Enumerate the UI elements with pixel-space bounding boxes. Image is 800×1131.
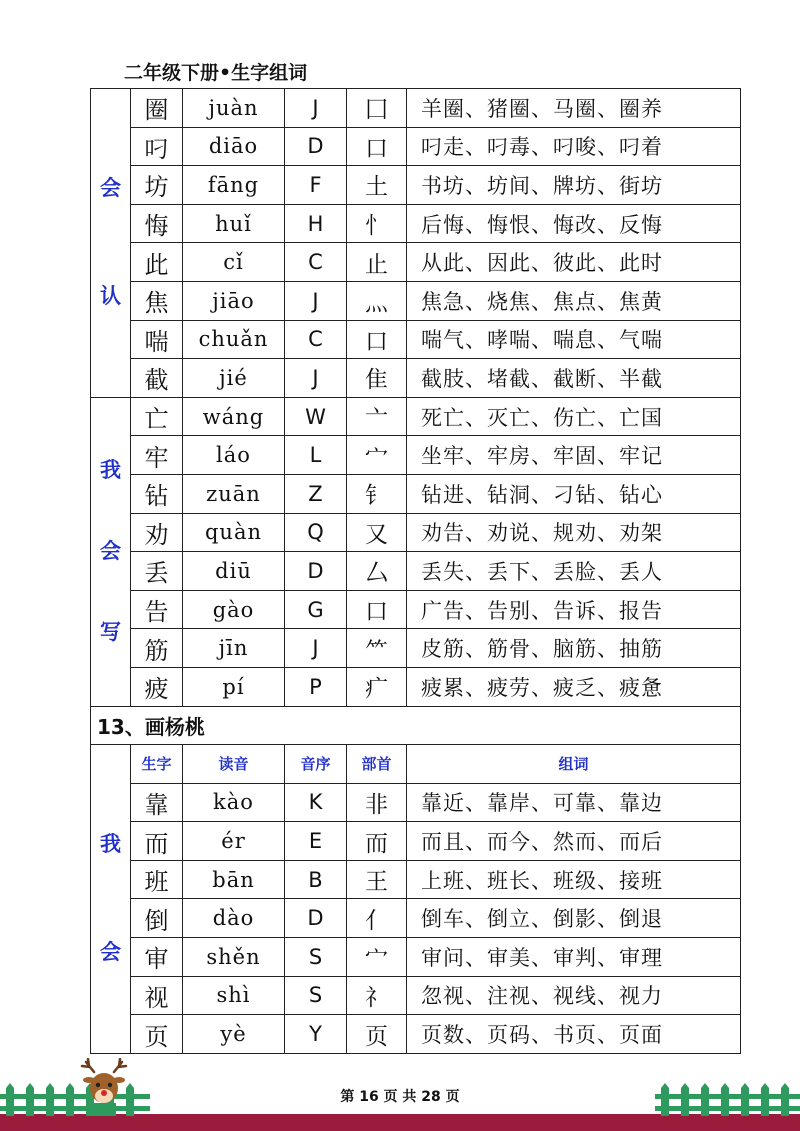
table-row	[91, 629, 741, 668]
page-number: 第 16 页 共 28 页	[340, 1089, 460, 1105]
word-group-cell: 而且、而今、然而、而后	[407, 822, 741, 861]
phonetic-order-cell: J	[285, 359, 347, 398]
header-radical: 部首	[347, 745, 407, 784]
character-cell: 悔	[131, 204, 183, 243]
phonetic-order-cell: E	[285, 822, 347, 861]
character-cell: 牢	[131, 436, 183, 475]
radical-cell: 宀	[347, 938, 407, 977]
pinyin-cell: diāo	[183, 127, 285, 166]
group-label-char: 会	[100, 940, 121, 965]
table-row	[91, 899, 741, 938]
pinyin-cell: cǐ	[183, 243, 285, 282]
phonetic-order-cell: J	[285, 629, 347, 668]
character-cell: 焦	[131, 281, 183, 320]
radical-cell: ⺮	[347, 629, 407, 668]
radical-cell: 止	[347, 243, 407, 282]
phonetic-order-cell: J	[285, 89, 347, 128]
vocab-table-body	[91, 89, 741, 1054]
phonetic-order-cell: D	[285, 127, 347, 166]
group-label-recognize	[91, 89, 131, 398]
radical-cell: 土	[347, 166, 407, 205]
word-group-cell: 皮筋、筋骨、脑筋、抽筋	[407, 629, 741, 668]
radical-cell: 亠	[347, 397, 407, 436]
radical-cell: 忄	[347, 204, 407, 243]
character-cell: 靠	[131, 783, 183, 822]
reindeer-icon	[76, 1058, 132, 1116]
word-group-cell: 审问、审美、审判、审理	[407, 938, 741, 977]
table-row	[91, 590, 741, 629]
column-header-row	[91, 745, 741, 784]
word-group-cell: 截肢、堵截、截断、半截	[407, 359, 741, 398]
phonetic-order-cell: S	[285, 976, 347, 1015]
table-row	[91, 436, 741, 475]
character-cell: 筋	[131, 629, 183, 668]
pinyin-cell: chuǎn	[183, 320, 285, 359]
header-word-group: 组词	[407, 745, 741, 784]
table-row	[91, 166, 741, 205]
phonetic-order-cell: G	[285, 590, 347, 629]
phonetic-order-cell: K	[285, 783, 347, 822]
radical-cell: 疒	[347, 667, 407, 706]
table-row	[91, 1015, 741, 1054]
lesson-title-row	[91, 706, 741, 745]
table-row	[91, 976, 741, 1015]
radical-cell: 王	[347, 860, 407, 899]
character-cell: 喘	[131, 320, 183, 359]
phonetic-order-cell: F	[285, 166, 347, 205]
radical-cell: 厶	[347, 552, 407, 591]
radical-cell: 灬	[347, 281, 407, 320]
phonetic-order-cell: Z	[285, 474, 347, 513]
phonetic-order-cell: L	[285, 436, 347, 475]
character-cell: 倒	[131, 899, 183, 938]
pinyin-cell: jīn	[183, 629, 285, 668]
page-title: 二年级下册•生字组词	[124, 62, 308, 84]
group-label-char: 我	[100, 832, 121, 857]
pinyin-cell: shì	[183, 976, 285, 1015]
character-cell: 截	[131, 359, 183, 398]
table-row	[91, 513, 741, 552]
word-group-cell: 后悔、悔恨、悔改、反悔	[407, 204, 741, 243]
pinyin-cell: diū	[183, 552, 285, 591]
pinyin-cell: bān	[183, 860, 285, 899]
phonetic-order-cell: B	[285, 860, 347, 899]
character-cell: 圈	[131, 89, 183, 128]
radical-cell: 口	[347, 127, 407, 166]
phonetic-order-cell: C	[285, 243, 347, 282]
word-group-cell: 喘气、哮喘、喘息、气喘	[407, 320, 741, 359]
word-group-cell: 叼走、叼毒、叼唆、叼着	[407, 127, 741, 166]
pinyin-cell: gào	[183, 590, 285, 629]
header-pronunciation: 读音	[183, 745, 285, 784]
radical-cell: 宀	[347, 436, 407, 475]
word-group-cell: 忽视、注视、视线、视力	[407, 976, 741, 1015]
header-character: 生字	[131, 745, 183, 784]
group-label-char: 写	[100, 620, 121, 645]
table-row	[91, 204, 741, 243]
pinyin-cell: yè	[183, 1015, 285, 1054]
pinyin-cell: huǐ	[183, 204, 285, 243]
character-cell: 丢	[131, 552, 183, 591]
pinyin-cell: ér	[183, 822, 285, 861]
character-cell: 疲	[131, 667, 183, 706]
word-group-cell: 页数、页码、书页、页面	[407, 1015, 741, 1054]
radical-cell: 又	[347, 513, 407, 552]
character-cell: 叼	[131, 127, 183, 166]
group-label-char: 认	[100, 284, 121, 309]
phonetic-order-cell: D	[285, 899, 347, 938]
word-group-cell: 焦急、烧焦、焦点、焦黄	[407, 281, 741, 320]
table-row	[91, 243, 741, 282]
character-cell: 钻	[131, 474, 183, 513]
radical-cell: 囗	[347, 89, 407, 128]
character-cell: 视	[131, 976, 183, 1015]
phonetic-order-cell: Y	[285, 1015, 347, 1054]
group-label-write-2	[91, 745, 131, 1054]
table-row	[91, 552, 741, 591]
word-group-cell: 劝告、劝说、规劝、劝架	[407, 513, 741, 552]
radical-cell: 隹	[347, 359, 407, 398]
word-group-cell: 坐牢、牢房、牢固、牢记	[407, 436, 741, 475]
table-row	[91, 359, 741, 398]
vocab-table	[90, 88, 741, 1054]
character-cell: 此	[131, 243, 183, 282]
radical-cell: 口	[347, 320, 407, 359]
character-cell: 班	[131, 860, 183, 899]
character-cell: 亡	[131, 397, 183, 436]
word-group-cell: 从此、因此、彼此、此时	[407, 243, 741, 282]
word-group-cell: 丢失、丢下、丢脸、丢人	[407, 552, 741, 591]
table-row	[91, 127, 741, 166]
pinyin-cell: shěn	[183, 938, 285, 977]
table-row	[91, 822, 741, 861]
radical-cell: 钅	[347, 474, 407, 513]
word-group-cell: 上班、班长、班级、接班	[407, 860, 741, 899]
phonetic-order-cell: S	[285, 938, 347, 977]
word-group-cell: 钻进、钻洞、刁钻、钻心	[407, 474, 741, 513]
right-fence-icon	[655, 1080, 800, 1120]
character-cell: 审	[131, 938, 183, 977]
pinyin-cell: dào	[183, 899, 285, 938]
word-group-cell: 广告、告别、告诉、报告	[407, 590, 741, 629]
phonetic-order-cell: D	[285, 552, 347, 591]
pinyin-cell: quàn	[183, 513, 285, 552]
pinyin-cell: fāng	[183, 166, 285, 205]
table-row	[91, 667, 741, 706]
word-group-cell: 靠近、靠岸、可靠、靠边	[407, 783, 741, 822]
table-row	[91, 320, 741, 359]
phonetic-order-cell: W	[285, 397, 347, 436]
character-cell: 劝	[131, 513, 183, 552]
table-row	[91, 860, 741, 899]
word-group-cell: 疲累、疲劳、疲乏、疲惫	[407, 667, 741, 706]
word-group-cell: 倒车、倒立、倒影、倒退	[407, 899, 741, 938]
table-row	[91, 938, 741, 977]
pinyin-cell: láo	[183, 436, 285, 475]
pinyin-cell: pí	[183, 667, 285, 706]
pinyin-cell: kào	[183, 783, 285, 822]
radical-cell: 礻	[347, 976, 407, 1015]
character-cell: 页	[131, 1015, 183, 1054]
phonetic-order-cell: C	[285, 320, 347, 359]
radical-cell: 而	[347, 822, 407, 861]
group-label-write	[91, 397, 131, 706]
phonetic-order-cell: Q	[285, 513, 347, 552]
pinyin-cell: wáng	[183, 397, 285, 436]
group-label-char: 会	[100, 176, 121, 201]
radical-cell: 口	[347, 590, 407, 629]
header-phonetic-order: 音序	[285, 745, 347, 784]
table-row	[91, 783, 741, 822]
pinyin-cell: zuān	[183, 474, 285, 513]
radical-cell: 页	[347, 1015, 407, 1054]
character-cell: 告	[131, 590, 183, 629]
table-row	[91, 89, 741, 128]
phonetic-order-cell: H	[285, 204, 347, 243]
word-group-cell: 死亡、灭亡、伤亡、亡国	[407, 397, 741, 436]
character-cell: 坊	[131, 166, 183, 205]
group-label-char: 我	[100, 457, 121, 482]
table-row	[91, 397, 741, 436]
pinyin-cell: jié	[183, 359, 285, 398]
pinyin-cell: juàn	[183, 89, 285, 128]
radical-cell: 非	[347, 783, 407, 822]
group-label-char: 会	[100, 539, 121, 564]
character-cell: 而	[131, 822, 183, 861]
lesson-title: 13、画杨桃	[91, 706, 741, 745]
word-group-cell: 书坊、坊间、牌坊、街坊	[407, 166, 741, 205]
phonetic-order-cell: P	[285, 667, 347, 706]
phonetic-order-cell: J	[285, 281, 347, 320]
radical-cell: 亻	[347, 899, 407, 938]
table-row	[91, 474, 741, 513]
word-group-cell: 羊圈、猪圈、马圈、圈养	[407, 89, 741, 128]
table-row	[91, 281, 741, 320]
pinyin-cell: jiāo	[183, 281, 285, 320]
